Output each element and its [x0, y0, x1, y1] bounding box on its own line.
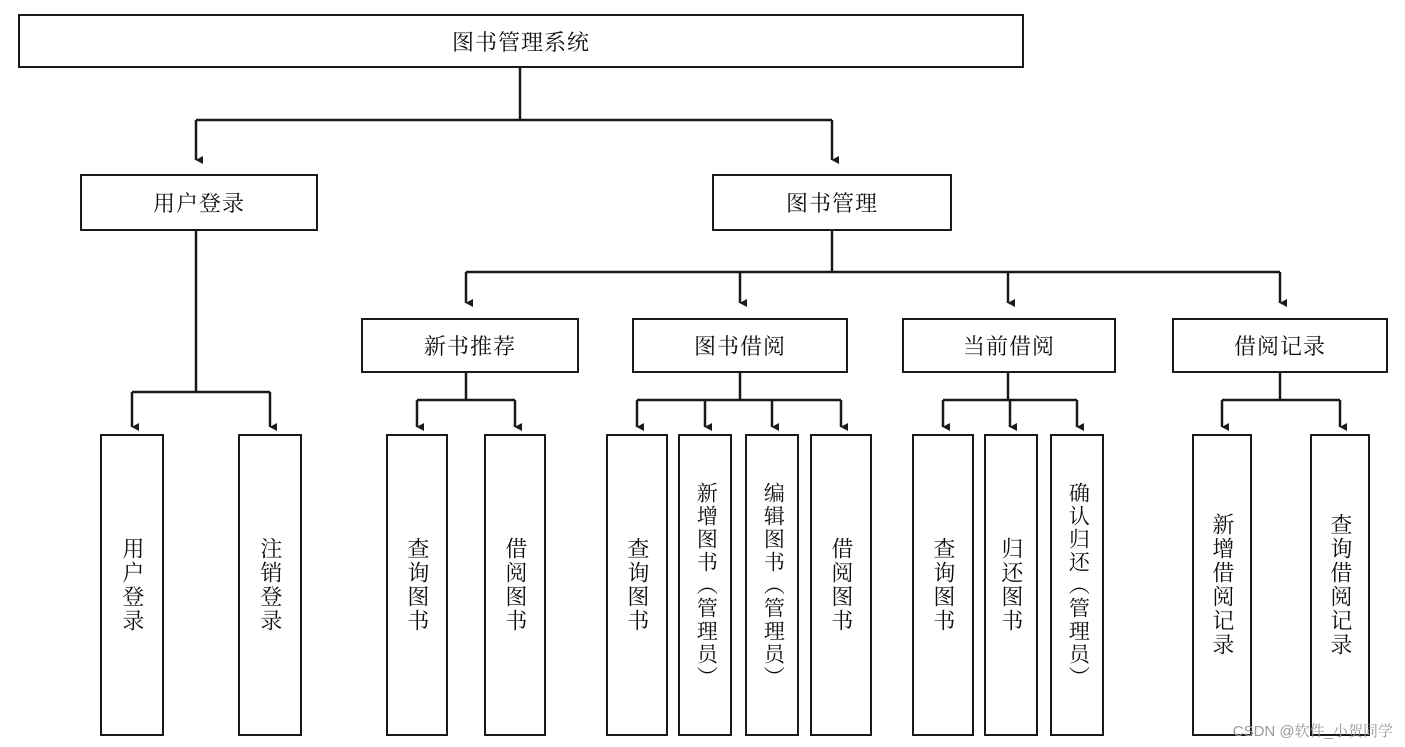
node-root[interactable]	[18, 14, 1024, 68]
node-leaf-edit-book-label: 编辑图书（管理员）	[761, 481, 785, 689]
node-leaf-borrow-book-2-label: 借阅图书	[828, 537, 854, 633]
node-leaf-return-book[interactable]	[984, 434, 1038, 736]
node-current-borrow[interactable]	[902, 318, 1116, 373]
node-leaf-query-book-1[interactable]	[386, 434, 448, 736]
node-leaf-query-book-1-label: 查询图书	[404, 537, 430, 633]
node-leaf-add-book-label: 新增图书（管理员）	[694, 481, 718, 689]
node-leaf-logout[interactable]	[238, 434, 302, 736]
node-leaf-query-book-2[interactable]	[606, 434, 668, 736]
node-root-label: 图书管理系统	[451, 29, 590, 55]
node-leaf-borrow-book-1[interactable]	[484, 434, 546, 736]
node-user-login[interactable]	[80, 174, 318, 231]
node-leaf-borrow-book-1-label: 借阅图书	[502, 537, 528, 633]
node-leaf-add-book[interactable]	[678, 434, 732, 736]
node-leaf-return-book-label: 归还图书	[998, 537, 1024, 633]
node-book-borrow[interactable]	[632, 318, 848, 373]
node-new-book-recommend[interactable]	[361, 318, 579, 373]
node-leaf-query-book-2-label: 查询图书	[624, 537, 650, 633]
node-current-borrow-label: 当前借阅	[962, 334, 1055, 359]
node-leaf-confirm-return-label: 确认归还（管理员）	[1066, 481, 1090, 689]
node-leaf-edit-book[interactable]	[745, 434, 799, 736]
node-leaf-add-record[interactable]	[1192, 434, 1252, 736]
node-leaf-query-book-3[interactable]	[912, 434, 974, 736]
node-leaf-add-record-label: 新增借阅记录	[1209, 513, 1235, 657]
node-leaf-query-book-3-label: 查询图书	[930, 537, 956, 633]
node-user-login-label: 用户登录	[152, 191, 245, 216]
node-leaf-user-login[interactable]	[100, 434, 164, 736]
node-leaf-confirm-return[interactable]	[1050, 434, 1104, 736]
node-book-borrow-label: 图书借阅	[693, 334, 786, 359]
node-leaf-query-record[interactable]	[1310, 434, 1370, 736]
node-leaf-query-record-label: 查询借阅记录	[1327, 513, 1353, 657]
node-leaf-user-login-label: 用户登录	[119, 537, 145, 633]
node-new-book-recommend-label: 新书推荐	[423, 334, 516, 359]
node-leaf-logout-label: 注销登录	[257, 537, 283, 633]
node-borrow-record[interactable]	[1172, 318, 1388, 373]
node-book-management-label: 图书管理	[785, 191, 878, 216]
node-leaf-borrow-book-2[interactable]	[810, 434, 872, 736]
node-borrow-record-label: 借阅记录	[1233, 334, 1326, 359]
node-book-management[interactable]	[712, 174, 952, 231]
watermark: CSDN @软件_小贺同学	[1232, 723, 1393, 740]
